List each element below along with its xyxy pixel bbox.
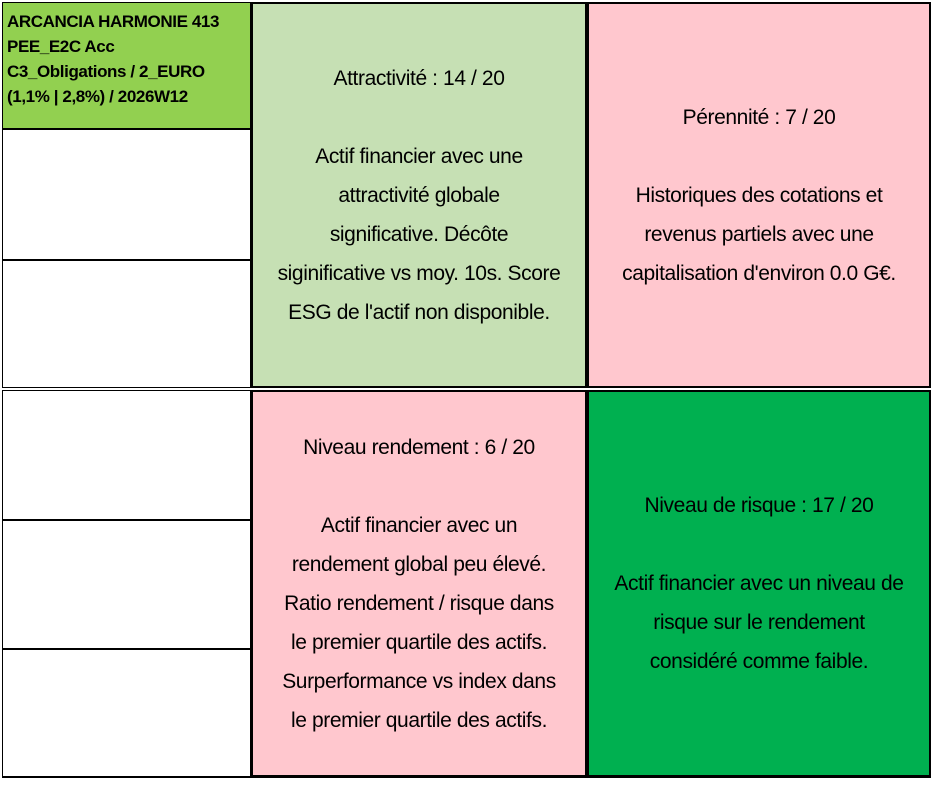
blank-cell-1	[2, 129, 251, 260]
fund-category: C3_Obligations / 2_EURO	[7, 62, 205, 81]
risque-title: Niveau de risque : 17 / 20	[644, 494, 874, 517]
blank-cell-4	[2, 520, 251, 649]
rendement-title: Niveau rendement : 6 / 20	[303, 435, 535, 459]
perennite-title: Pérennité : 7 / 20	[682, 105, 836, 129]
attractivite-description: Actif financier avec une attractivité globale significative. Décôte siginificative vs moy. 10s. Score ESG de l'actif non disponible.	[277, 144, 561, 324]
perennite-score-cell	[587, 2, 931, 388]
rendement-score-cell	[251, 390, 587, 777]
blank-cell-3	[2, 390, 251, 520]
blank-cell-5	[2, 649, 251, 777]
attractivite-title: Attractivité : 14 / 20	[333, 66, 505, 90]
table-bottom-border	[2, 777, 931, 778]
blank-cell-2	[2, 260, 251, 388]
fund-name: ARCANCIA HARMONIE 413	[7, 12, 219, 31]
fund-header	[2, 2, 251, 129]
rendement-description: Actif financier avec un rendement global peu élevé. Ratio rendement / risque dans le premier quartile des actifs. Surperformance vs index dans le premier quartile des actifs.	[282, 513, 556, 732]
perennite-description: Historiques des cotations et revenus partiels avec une capitalisation d'environ 0.0 G€.	[622, 183, 896, 285]
fund-stats-period: (1,1% | 2,8%) / 2026W12	[7, 87, 188, 106]
risque-description: Actif financier avec un niveau de risque sur le rendement considéré comme faible.	[614, 572, 904, 673]
attractivite-score-cell	[251, 2, 587, 388]
fund-share-class: PEE_E2C Acc	[7, 37, 115, 56]
risque-score-cell	[587, 390, 931, 777]
